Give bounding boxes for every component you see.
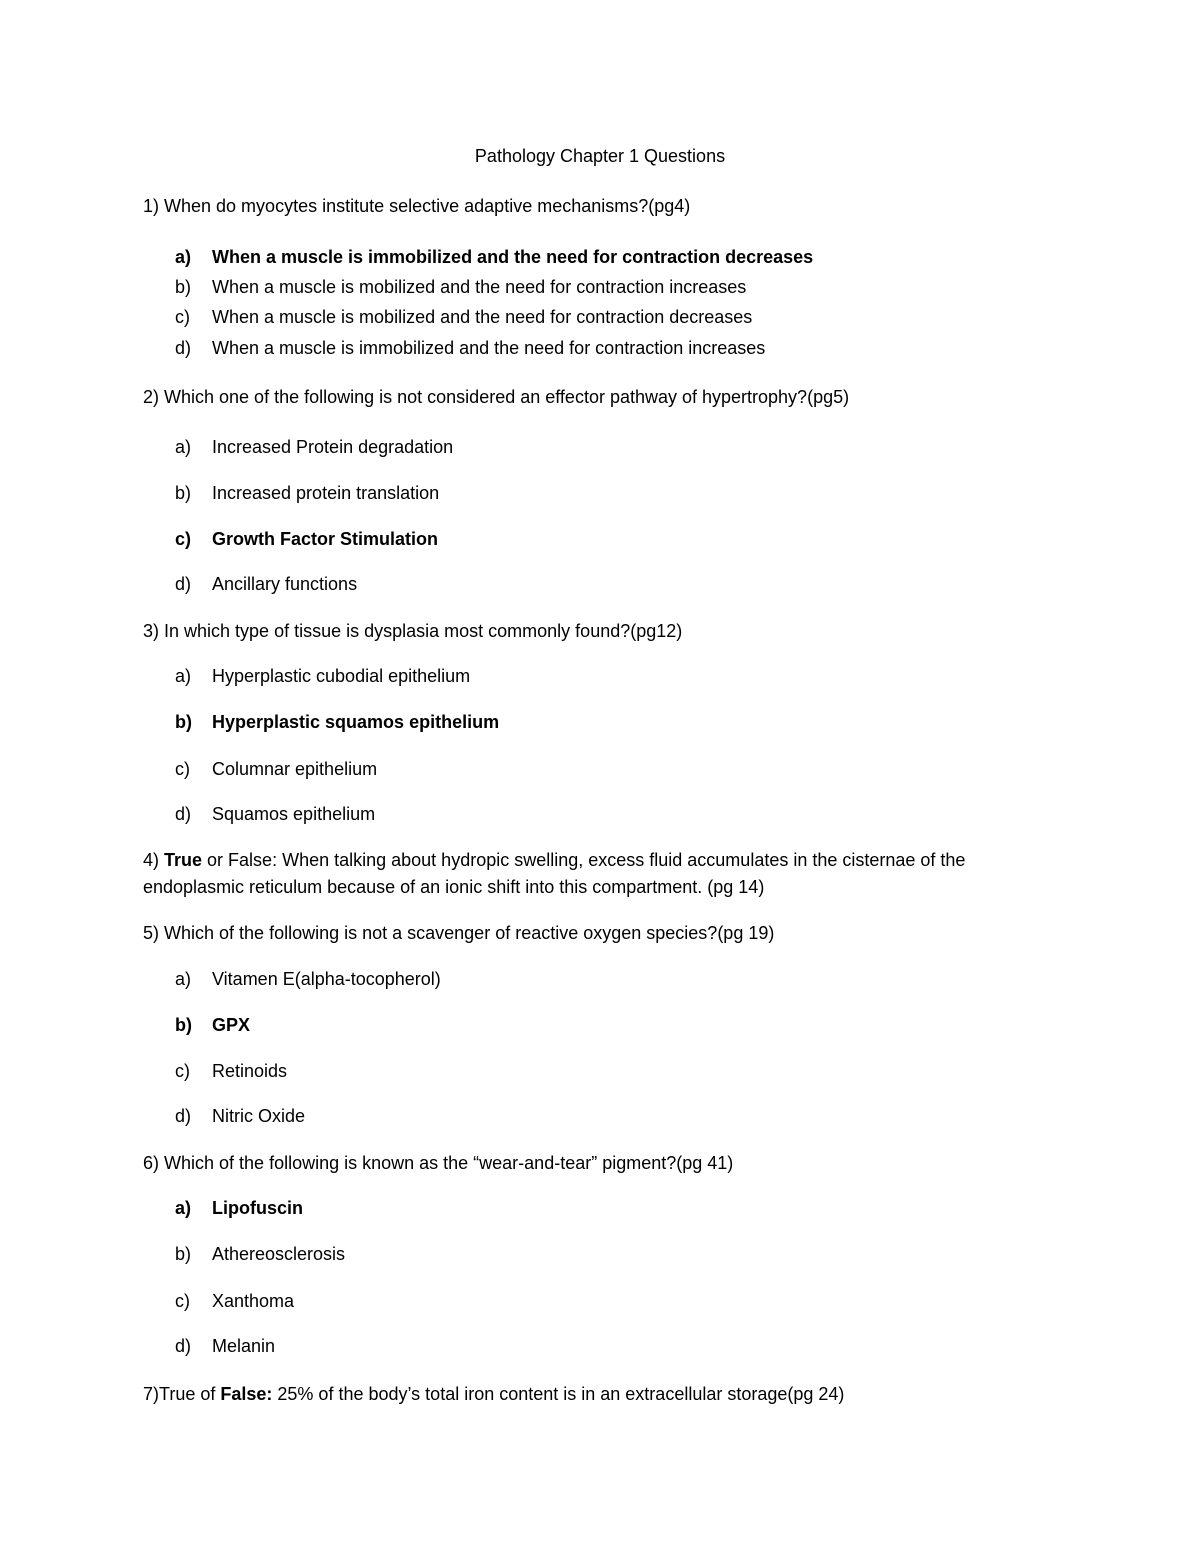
option-letter: c) xyxy=(175,1291,190,1311)
option-text: Ancillary functions xyxy=(212,574,358,594)
option-letter: d) xyxy=(175,1336,192,1356)
q3-option-c xyxy=(175,758,377,780)
q5-option-b xyxy=(175,1014,250,1036)
q6-option-b xyxy=(175,1243,345,1265)
option-text: GPX xyxy=(212,1015,251,1035)
q3-option-a xyxy=(175,665,470,687)
option-text: When a muscle is mobilized and the need for contraction decreases xyxy=(212,307,753,327)
question-text: Which of the following is not a scavenger of reactive oxygen species?(pg 19) xyxy=(159,923,775,943)
option-letter: c) xyxy=(175,1061,190,1081)
option-text: When a muscle is mobilized and the need for contraction increases xyxy=(212,277,747,297)
question-text: In which type of tissue is dysplasia most commonly found?(pg12) xyxy=(159,621,683,641)
q1-option-b xyxy=(175,276,746,298)
question-number: 5) xyxy=(143,923,160,943)
question-text: 25% of the body’s total iron content is in an extracellular storage(pg 24) xyxy=(272,1384,845,1404)
option-text: Athereosclerosis xyxy=(212,1244,346,1264)
q3-option-b xyxy=(175,711,499,733)
option-letter: c) xyxy=(175,759,190,779)
answer-false: False: xyxy=(220,1384,273,1404)
question-2 xyxy=(143,386,849,408)
option-letter: a) xyxy=(175,969,192,989)
option-text: Vitamen E(alpha-tocopherol) xyxy=(212,969,441,989)
question-number: 4) xyxy=(143,850,160,870)
q6-option-c xyxy=(175,1290,294,1312)
question-7 xyxy=(143,1383,844,1405)
option-text: Retinoids xyxy=(212,1061,288,1081)
question-4 xyxy=(143,847,1053,901)
option-letter: c) xyxy=(175,529,192,549)
option-letter: a) xyxy=(175,247,192,267)
question-6 xyxy=(143,1152,733,1174)
q3-option-d xyxy=(175,803,375,825)
question-text: When do myocytes institute selective adaptive mechanisms?(pg4) xyxy=(159,196,691,216)
question-3 xyxy=(143,620,682,642)
q5-option-d xyxy=(175,1105,305,1127)
question-5 xyxy=(143,922,774,944)
option-text: When a muscle is immobilized and the need for contraction decreases xyxy=(212,247,814,267)
true-of-text: True of xyxy=(159,1384,221,1404)
option-text: Lipofuscin xyxy=(212,1198,303,1218)
q2-option-a xyxy=(175,436,453,458)
option-letter: b) xyxy=(175,1015,192,1035)
q5-option-c xyxy=(175,1060,287,1082)
option-text: Columnar epithelium xyxy=(212,759,378,779)
question-text: Which one of the following is not considered an effector pathway of hypertrophy?(pg5) xyxy=(159,387,850,407)
q2-option-c xyxy=(175,528,438,550)
q1-option-d xyxy=(175,337,765,359)
option-letter: a) xyxy=(175,437,192,457)
page-title: Pathology Chapter 1 Questions xyxy=(474,146,726,166)
question-number: 2) xyxy=(143,387,160,407)
question-number: 7) xyxy=(143,1384,160,1404)
question-number: 1) xyxy=(143,196,160,216)
or-false-text: or False: xyxy=(202,850,278,870)
question-number: 3) xyxy=(143,621,160,641)
question-1 xyxy=(143,195,690,217)
option-letter: a) xyxy=(175,1198,192,1218)
option-letter: d) xyxy=(175,338,192,358)
q1-option-c xyxy=(175,306,752,328)
option-text: Increased Protein degradation xyxy=(212,437,454,457)
q1-option-a xyxy=(175,246,813,268)
option-letter: b) xyxy=(175,277,192,297)
option-letter: a) xyxy=(175,666,192,686)
answer-true: True xyxy=(164,850,203,870)
option-text: Nitric Oxide xyxy=(212,1106,306,1126)
option-letter: b) xyxy=(175,1244,192,1264)
question-text: When talking about hydropic swelling, excess fluid accumulates in the cisternae of the endoplasmic reticulum because of an ionic shift into this compartment. (pg 14) xyxy=(143,850,966,897)
q6-option-d xyxy=(175,1335,275,1357)
q2-option-d xyxy=(175,573,357,595)
option-letter: d) xyxy=(175,1106,192,1126)
option-text: Squamos epithelium xyxy=(212,804,376,824)
question-number: 6) xyxy=(143,1153,160,1173)
option-letter: b) xyxy=(175,712,192,732)
option-letter: d) xyxy=(175,574,192,594)
option-text: When a muscle is immobilized and the need for contraction increases xyxy=(212,338,766,358)
option-text: Growth Factor Stimulation xyxy=(212,529,439,549)
option-letter: c) xyxy=(175,307,190,327)
option-text: Melanin xyxy=(212,1336,276,1356)
option-text: Xanthoma xyxy=(212,1291,295,1311)
q6-option-a xyxy=(175,1197,303,1219)
option-letter: b) xyxy=(175,483,192,503)
option-text: Increased protein translation xyxy=(212,483,440,503)
option-text: Hyperplastic cubodial epithelium xyxy=(212,666,471,686)
option-text: Hyperplastic squamos epithelium xyxy=(212,712,500,732)
question-text: Which of the following is known as the “wear-and-tear” pigment?(pg 41) xyxy=(159,1153,734,1173)
q2-option-b xyxy=(175,482,439,504)
option-letter: d) xyxy=(175,804,192,824)
q5-option-a xyxy=(175,968,441,990)
